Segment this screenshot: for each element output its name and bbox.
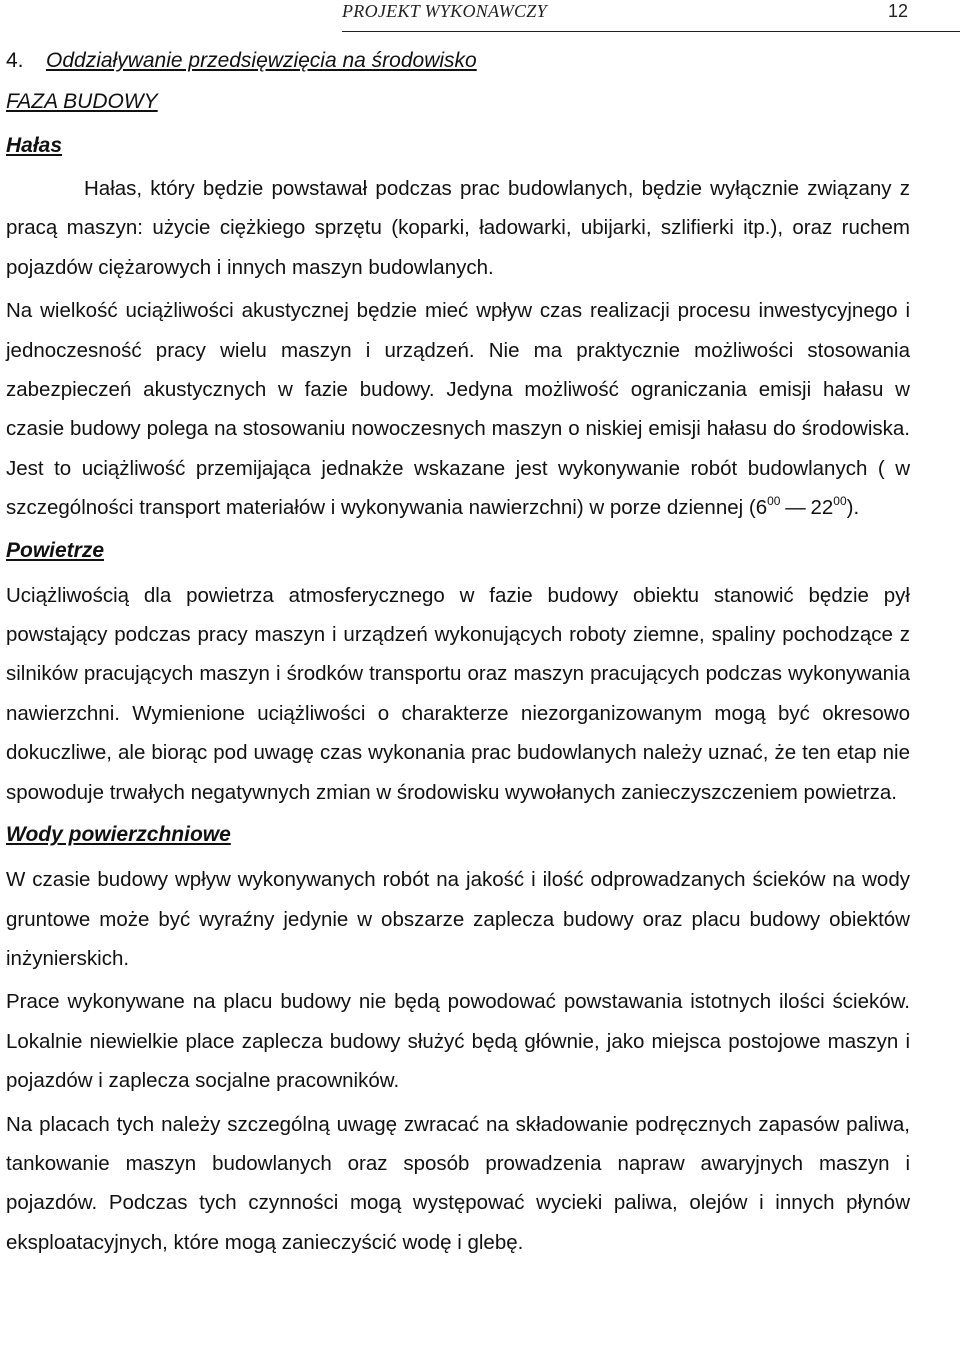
noise-paragraph-2 — [6, 291, 910, 527]
header-rule — [342, 31, 960, 32]
noise-paragraph-2-close: ). — [846, 496, 860, 520]
section-heading — [6, 42, 910, 80]
air-heading: Powietrze — [6, 538, 105, 562]
water-paragraph-2: Prace wykonywane na placu budowy nie będą powodować powstawania istotnych ilości ścieków. Lokalnie niewielkie place zaplecza budowy służyć będą głównie, jako miejsca postojowe maszyn i pojazdów i zaplecza socjalne pracowników. — [6, 990, 910, 1093]
water-heading: Wody powierzchniowe — [6, 823, 231, 847]
noise-paragraph-1: Hałas, który będzie powstawał podczas prac budowlanych, będzie wyłącznie związany z pracą maszyn: użycie ciężkiego sprzętu (koparki, ładowarki, ubijarki, szlifierki itp.), oraz ruchem pojazdów ciężarowych i innych maszyn budowlanych. — [6, 177, 910, 279]
time-dash: — — [785, 496, 806, 520]
section-title: Oddziaływanie przedsięwzięcia na środowisko — [46, 49, 477, 72]
time-start-sup: 00 — [767, 494, 781, 509]
section-number: 4. — [6, 49, 24, 72]
air-paragraph: Uciążliwością dla powietrza atmosferycznego w fazie budowy obiektu stanowić będzie pył powstający podczas pracy maszyn i urządzeń wykonujących roboty ziemne, spaliny pochodzące z silników pracujących maszyn i środków transportu oraz maszyn pracujących podczas wykonywania nawierzchni. Wymienione uciążliwości o charakterze niezorganizowanym mogą być okresowo dokuczliwe, ale biorąc pod uwagę czas wykonania prac budowlanych należy uznać, że ten etap nie spowoduje trwałych negatywnych zmian w środowisku wywołanych zanieczyszczeniem powietrza. — [6, 583, 910, 804]
document-body — [6, 38, 910, 1262]
document-title: PROJEKT WYKONAWCZY — [342, 1, 547, 21]
noise-heading: Hałas — [6, 134, 63, 157]
water-paragraph-1: W czasie budowy wpływ wykonywanych robót na jakość i ilość odprowadzanych ścieków na wody gruntowe może być wyraźny jedynie w obszarze zaplecza budowy oraz placu budowy obiektów inżynierskich. — [6, 868, 910, 970]
time-end-sup: 00 — [833, 494, 847, 509]
noise-paragraph-2-text: Na wielkość uciążliwości akustycznej będzie mieć wpływ czas realizacji procesu inwestycyjnego i jednoczesność pracy wielu maszyn i urządzeń. Nie ma praktycznie możliwości stosowania zabezpieczeń akustycznych w fazie budowy. Jedyna możliwość ograniczania emisji hałasu w czasie budowy polega na stosowaniu nowoczesnych maszyn o niskiej emisji hałasu do środowiska. Jest to uciążliwość przemijająca jednakże wskazane jest wykonywanie robót budowlanych ( w szczególności transport materiałów i wykonywania nawierzchni) w porze dziennej (6 — [6, 299, 910, 520]
page-number: 12 — [888, 1, 909, 21]
page-header — [0, 0, 960, 36]
phase-heading: FAZA BUDOWY — [6, 90, 158, 113]
time-end: 22 — [810, 496, 834, 520]
water-paragraph-3: Na placach tych należy szczególną uwagę zwracać na składowanie podręcznych zapasów paliwa, tankowanie maszyn budowlanych oraz sposób prowadzenia napraw awaryjnych maszyn i pojazdów. Podczas tych czynności mogą występować wycieki paliwa, olejów i innych płynów eksploatacyjnych, które mogą zanieczyścić wodę i glebę. — [6, 1112, 910, 1254]
